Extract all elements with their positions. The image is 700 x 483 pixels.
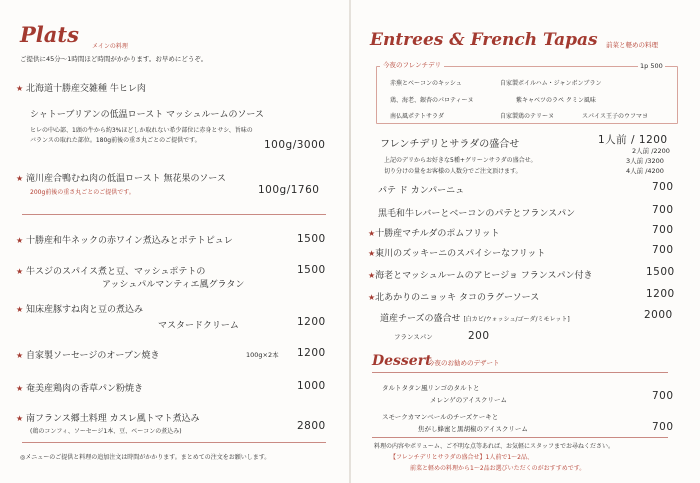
entree-item-price: 1500 (646, 266, 675, 278)
dessert-1-line-2: メレンゲのアイスクリーム (430, 396, 508, 404)
item-chateaubriand-desc-2: バランスの取れた部位。180g前後の重さ丸ごとのご提供です。 (30, 137, 201, 144)
cheese-name: 道産チーズの盛合せ (380, 314, 461, 324)
item-cassoulet-price: 2800 (297, 420, 326, 432)
item-chateaubriand-desc-1: ヒレの中心部、1頭の牛から約3%ほどしか取れない希少部位に赤身とサシ、旨味の (30, 127, 253, 134)
entree-item-price: 700 (652, 224, 674, 236)
item-suji-label-1: 牛スジのスパイス煮と豆、マッシュポテトの (26, 267, 206, 277)
item-suji-label-2: アッシュパルマンティエ風グラタン (102, 280, 245, 290)
dessert-1-price: 700 (652, 390, 674, 402)
deli-item: 自家製ボイルハム・ジャンボンブラン (500, 80, 602, 87)
divider (22, 214, 326, 215)
dessert-2-line-1: スモークカマンベールのチーズケーキと (382, 413, 499, 421)
entree-item-name: パテ ド カンパーニュ (378, 186, 465, 196)
star-icon: ★ (16, 305, 24, 314)
entree-item (368, 246, 545, 259)
divider (22, 442, 326, 443)
item-chicken-price: 1000 (297, 380, 326, 392)
item-cassoulet-desc: (鶏のコンフィ、ソーセージ1本、豆、ベーコンの煮込み) (30, 428, 182, 435)
deli-item: 鶏、海老、銀杏のパロティーヌ (390, 97, 474, 104)
entree-item-price: 700 (652, 181, 674, 193)
right-footer-3: 前菜と軽めの料理から1〜2品お選びいただくのがおすすめです。 (410, 465, 586, 472)
right-footer-2: 【フレンチデリとサラダの盛合せ】1人前で1〜2品、 (390, 454, 534, 461)
item-sausage-label: 自家製ソーセージのオーブン焼き (26, 351, 160, 361)
item-pork-label-1: 知床産豚すね肉と豆の煮込み (26, 305, 144, 315)
item-sausage-qty: 100g×2本 (246, 351, 279, 359)
star-icon: ★ (16, 174, 24, 183)
item-cassoulet-label: 南フランス郷土料理 カスレ風トマト煮込み (26, 414, 200, 424)
entree-item-price: 700 (652, 204, 674, 216)
item-duck (16, 171, 226, 184)
star-icon: ★ (368, 229, 376, 238)
star-icon: ★ (16, 351, 24, 360)
deli-item: 自家製鶏のテリーヌ (500, 113, 555, 120)
star-icon: ★ (16, 414, 24, 423)
star-icon: ★ (368, 249, 376, 258)
star-icon: ★ (16, 236, 24, 245)
deli-box-title (380, 60, 444, 69)
deli-box-price: 1p 500 (640, 62, 663, 70)
deli-item: スパイス王子のウフマヨ (582, 113, 648, 120)
item-oxtail-label: 十勝産和牛ネックの赤ワイン煮込みとポテトピュレ (26, 236, 233, 246)
left-footer-note: ◎メニューのご提供と料理の追加注文は時間がかかります。まとめての注文をお願いします。 (20, 454, 271, 461)
cheese-detail: [白カビ/ウォッシュ/ゴーダ/ミモレット] (463, 316, 570, 323)
cheese-item (380, 311, 570, 324)
entree-item-name: 海老とマッシュルームのアヒージョ フランスパン付き (375, 271, 593, 281)
plats-title: Plats (20, 22, 79, 47)
item-oxtail (16, 233, 233, 246)
item-duck-label: 滝川産合鴨むね肉の低温ロースト 無花果のソース (26, 174, 226, 184)
item-duck-price: 100g/1760 (258, 184, 320, 196)
plats-subtitle: メインの料理 (92, 43, 128, 50)
item-chateaubriand: シャトーブリアンの低温ロースト マッシュルームのソース (30, 110, 264, 120)
item-cassoulet (16, 411, 200, 424)
entree-item (368, 268, 593, 281)
star-icon: ★ (16, 384, 24, 393)
entree-item (368, 290, 539, 303)
deli-item: 赤蕪とベーコンのキッシュ (390, 80, 462, 87)
star-icon: ★ (16, 84, 24, 93)
entree-item-name: 十勝産マチルダのポムフリット (375, 229, 500, 239)
entree-item (378, 183, 464, 196)
item-duck-desc: 200g前後の重さ丸ごとのご提供です。 (30, 189, 135, 196)
platter-title: フレンチデリとサラダの盛合せ (380, 139, 520, 150)
bread-name: フランスパン (394, 333, 433, 341)
deli-item: 紫キャベツのラペ クミン風味 (516, 97, 596, 104)
dessert-2-price: 700 (652, 421, 674, 433)
entree-item-price: 700 (652, 244, 674, 256)
star-icon: ★ (368, 271, 376, 280)
dessert-subtitle: 今夜のお勧めのデザート (428, 359, 500, 367)
item-chicken-label: 奄美産鶏肉の香草パン粉焼き (26, 384, 144, 394)
dessert-2-line-2: 焦がし蜂蜜と黒胡椒のアイスクリーム (418, 425, 528, 433)
bread-price: 200 (468, 330, 490, 342)
entree-item-name: 東川のズッキーニのスパイシーなフリット (375, 249, 546, 259)
entrees-title: Entrees & French Tapas (370, 30, 598, 50)
item-oxtail-price: 1500 (297, 233, 326, 245)
star-icon: ★ (16, 267, 24, 276)
item-sausage (16, 348, 160, 361)
plats-notice: ご提供に45分～1時間ほど時間がかかります。お早めにどうぞ。 (20, 55, 208, 63)
entree-item (378, 206, 575, 219)
entrees-subtitle: 前菜と軽めの料理 (606, 41, 658, 49)
star-icon: ★ (368, 293, 376, 302)
item-pork (16, 302, 143, 315)
deli-item: 南仏風ポテトサラダ (390, 113, 444, 120)
platter-price: 1人前 / 1200 (598, 134, 668, 146)
item-chateaubriand-price: 100g/3000 (264, 139, 326, 151)
right-page (350, 0, 700, 483)
dessert-1-line-1: タルトタタン風リンゴのタルトと (382, 384, 480, 392)
deli-box-title-text: 今夜のフレンチデリ (380, 61, 444, 69)
item-suji-price: 1500 (297, 264, 326, 276)
entree-item (368, 226, 500, 239)
item-pork-price: 1200 (297, 316, 326, 328)
divider (372, 437, 668, 438)
entree-item-name: 北あかりのニョッキ タコのラグーソース (375, 293, 540, 303)
platter-size: 4人前 /4200 (626, 167, 664, 175)
section-beef-label: 北海道十勝産交雑種 牛ヒレ肉 (26, 84, 146, 94)
right-footer-1: 料理の内容やボリューム、ご不明な点等あれば、お気軽にスタッフまでお尋ねください。 (374, 443, 615, 450)
platter-size: 2人前 /2200 (632, 147, 670, 155)
item-pork-label-2: マスタードクリーム (158, 321, 239, 331)
section-beef (16, 81, 146, 94)
entree-item-price: 1200 (646, 288, 675, 300)
dessert-title: Dessert (372, 353, 432, 369)
entree-item-name: 黒毛和牛レバーとベーコンのパテとフランスパン (378, 209, 576, 219)
divider (372, 372, 668, 373)
item-chicken (16, 381, 143, 394)
item-suji (16, 264, 205, 277)
platter-desc-2: 切り分けの量をお客様の人数分でご注文頂けます。 (384, 168, 522, 175)
cheese-price: 2000 (644, 309, 673, 321)
platter-size: 3人前 /3200 (626, 157, 664, 165)
item-sausage-price: 1200 (297, 347, 326, 359)
platter-desc-1: 上記のデリからお好きな5種+グリーンサラダの盛合せ。 (384, 157, 537, 164)
